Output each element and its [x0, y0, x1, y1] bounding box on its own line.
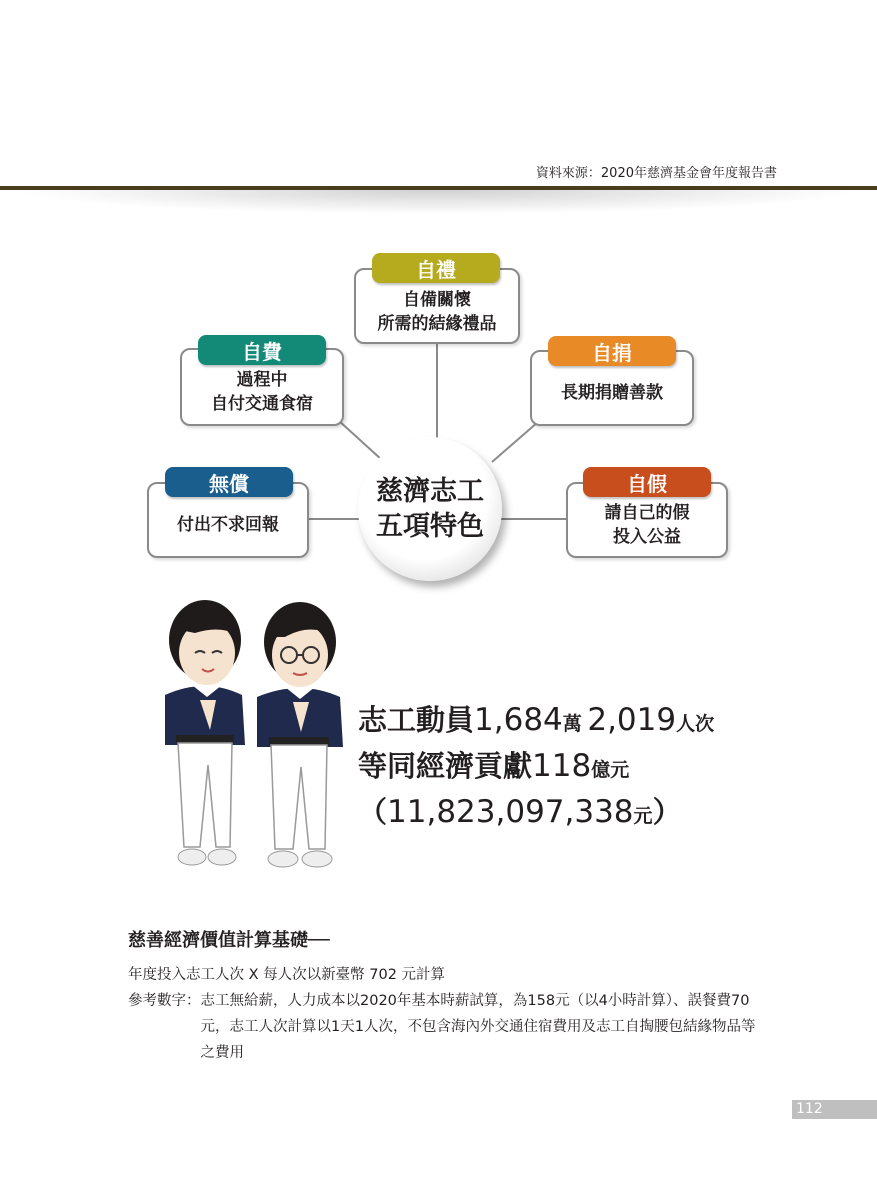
trait-tab-zijuan: 自捐: [548, 336, 676, 366]
stat-number: 11,823,097,338: [387, 794, 634, 830]
stat-paren: （: [358, 795, 388, 829]
stat-unit: 億元: [591, 759, 630, 781]
trait-text: 長期捐贈善款: [561, 383, 663, 404]
center-circle: [358, 437, 502, 581]
calc-ref-text: 志工無給薪，人力成本以2020年基本時薪試算，為158元（以4小時計算）、誤餐費70元，志工人次計算以1天1人次，不包含海內外交通住宿費用及志工自掏腰包結緣物品等之費用: [200, 993, 756, 1061]
stat-label: 志工動員: [358, 703, 475, 737]
center-text: 慈濟志工: [376, 475, 484, 507]
stat-number: 2,019: [587, 702, 677, 738]
trait-tab-zijia: 自假: [583, 467, 711, 497]
volunteer-stats: [358, 698, 714, 836]
stat-label: 等同經濟貢獻: [358, 749, 533, 783]
page-number: 112: [792, 1100, 877, 1119]
stat-paren: ）: [652, 795, 682, 829]
trait-text: 請自己的假: [604, 503, 690, 524]
center-text: 五項特色: [376, 511, 484, 542]
trait-text: 付出不求回報: [177, 515, 279, 536]
source-note: 資料來源：2020年慈濟基金會年度報告書: [535, 166, 777, 181]
calc-title: 慈善經濟價值計算基礎──: [128, 930, 330, 951]
trait-tab-zifei: 自費: [198, 335, 326, 365]
stat-unit: 元: [633, 805, 653, 827]
trait-text: 自付交通食宿: [211, 394, 313, 414]
calc-notes: [128, 962, 761, 1066]
volunteers-illustration: [150, 585, 350, 875]
trait-text: 所需的結緣禮品: [377, 314, 497, 334]
trait-text: 投入公益: [613, 527, 681, 547]
stat-number: 1,684: [474, 702, 563, 738]
calc-line: 年度投入志工人次 X 每人次以新臺幣 702 元計算: [128, 967, 446, 983]
trait-text: 過程中: [236, 370, 288, 391]
trait-tab-wuchang: 無償: [165, 467, 293, 497]
trait-text: 自備關懷: [403, 290, 471, 311]
trait-tab-zili: 自禮: [372, 253, 500, 283]
stat-unit: 萬: [562, 713, 582, 735]
stat-number: 118: [532, 748, 592, 784]
calc-ref-label: 參考數字：: [128, 993, 201, 1009]
stat-unit: 人次: [676, 713, 715, 735]
